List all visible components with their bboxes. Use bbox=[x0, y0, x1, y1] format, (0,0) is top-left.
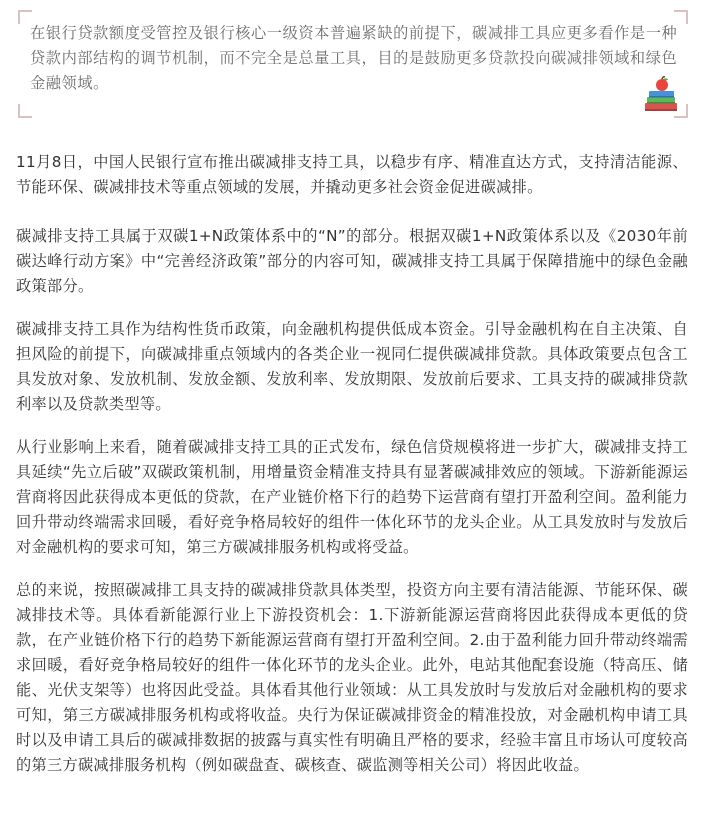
summary-quote-text: 在银行贷款额度受管控及银行核心一级资本普遍紧缺的前提下，碳减排工具应更多看作是一种贷款内部结构的调节机制，而不完全是总量工具，目的是鼓励更多贷款投向碳减排领域和绿色金融领域。 bbox=[30, 24, 678, 92]
books-apple-icon bbox=[642, 76, 680, 112]
paragraph-investment-summary: 总的来说，按照碳减排工具支持的碳减排贷款具体类型，投资方向主要有清洁能源、节能环保、碳减排技术等。具体看新能源行业上下游投资机会：1.下游新能源运营商将因此获得成本更低的贷款，在产业链价格下行的趋势下新能源运营商有望打开盈利空间。2.由于盈利能力回升带动终端需求回暖，看好竞争格局较好的组件一体化环节的龙头企业。此外，电站其他配套设施（特高压、储能、光伏支架等）也将因此受益。具体看其他行业领域：从工具发放时与发放后对金融机构的要求可知，第三方碳减排服务机构或将收益。央行为保证碳减排资金的精准投放，对金融机构申请工具时以及申请工具后的碳减排数据的披露与真实性有明确且严格的要求，经验丰富且市场认可度较高的第三方碳减排服务机构（例如碳盘查、碳核查、碳监测等相关公司）将因此收益。 bbox=[16, 581, 688, 774]
quote-corner-bottom-left bbox=[18, 104, 32, 118]
paragraph-structural-policy: 碳减排支持工具作为结构性货币政策，向金融机构提供低成本资金。引导金融机构在自主决策、自担风险的前提下，向碳减排重点领域内的各类企业一视同仁提供碳减排贷款。具体政策要点包含工具发放对象、发放机制、发放金额、发放利率、发放期限、发放前后要求、工具支持的碳减排贷款利率以及贷款类型等。 bbox=[16, 320, 688, 413]
summary-quote-box bbox=[18, 10, 688, 118]
paragraph-announcement: 11月8日，中国人民银行宣布推出碳减排支持工具，以稳步有序、精准直达方式，支持清洁能源、节能环保、碳减排技术等重点领域的发展，并撬动更多社会资金促进碳减排。 bbox=[16, 153, 688, 196]
article-body bbox=[16, 150, 688, 796]
paragraph-industry-impact: 从行业影响上来看，随着碳减排支持工具的正式发布，绿色信贷规模将进一步扩大，碳减排支持工具延续“先立后破”双碳政策机制，用增量资金精准支持具有显著碳减排效应的领域。下游新能源运营商将因此获得成本更低的贷款，在产业链价格下行的趋势下运营商有望打开盈利空间。盈利能力回升带动终端需求回暖，看好竞争格局较好的组件一体化环节的龙头企业。从工具发放时与发放后对金融机构的要求可知，第三方碳减排服务机构或将受益。 bbox=[16, 438, 688, 556]
paragraph-policy-system: 碳减排支持工具属于双碳1+N政策体系中的“N”的部分。根据双碳1+N政策体系以及《2030年前碳达峰行动方案》中“完善经济政策”部分的内容可知，碳减排支持工具属于保障措施中的绿色金融政策部分。 bbox=[16, 227, 688, 295]
